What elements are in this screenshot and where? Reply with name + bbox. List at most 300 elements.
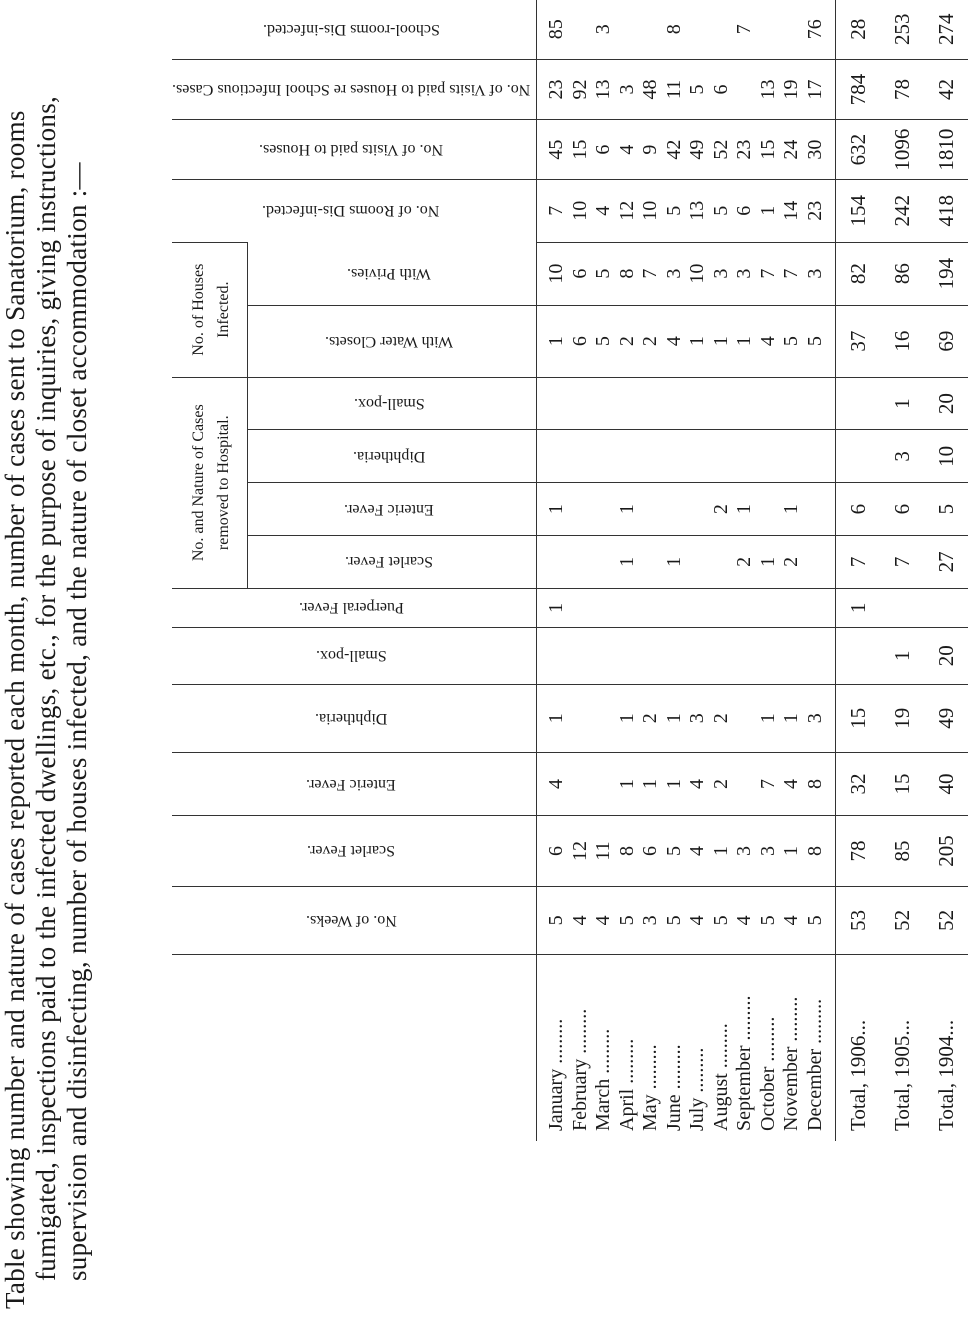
total-cell: 15 (880, 752, 924, 815)
total-row (880, 0, 924, 1141)
header-row (172, 0, 247, 1141)
table-cell: 13 (756, 79, 779, 100)
total-cell (836, 627, 881, 684)
table-cell (639, 628, 663, 684)
table-cell (569, 628, 593, 684)
table-cell (710, 0, 734, 59)
table-cell: 3 (592, 24, 615, 35)
table-cell: 10 (568, 200, 591, 221)
table-cell (616, 628, 640, 684)
table-cell (757, 378, 781, 430)
table-cell (780, 628, 804, 684)
table-cell (804, 536, 828, 588)
total-cell: 5 (924, 483, 968, 536)
enteric-column (537, 752, 836, 815)
table-cell (710, 378, 734, 430)
total-cell: 42 (924, 59, 968, 120)
houses-group-label: No. of Houses Infected. (190, 263, 233, 356)
total-cell (924, 588, 968, 627)
total-cell: 6 (880, 483, 924, 536)
table-cell: 13 (592, 79, 615, 100)
table-cell: 5 (709, 915, 732, 926)
table-cell: 5 (592, 268, 615, 279)
table-cell: 2 (709, 713, 732, 724)
table-cell: 3 (803, 268, 826, 279)
diphtheria-header (172, 684, 537, 752)
table-cell: 3 (686, 713, 709, 724)
table-cell (639, 431, 663, 483)
smallpox-column (537, 627, 836, 684)
h_smallpox-column (537, 377, 836, 430)
table-cell (592, 431, 616, 483)
table-cell: 1 (662, 779, 685, 790)
table-cell: 4 (568, 915, 591, 926)
table-cell (804, 431, 828, 483)
scarlet-fever-header (172, 816, 537, 887)
privies-column (537, 242, 836, 305)
table-cell (592, 589, 616, 627)
table-cell (757, 589, 781, 627)
table-cell (804, 589, 828, 627)
table-cell (710, 589, 734, 627)
total-cell: 194 (924, 242, 968, 305)
month-label: July ......... (686, 1047, 709, 1131)
hospital-group-header (172, 377, 247, 588)
hospital-group-label: No. and Nature of Cases removed to Hospital. (190, 404, 233, 562)
table-cell: 4 (686, 846, 709, 856)
table-cell (686, 628, 710, 684)
table-cell (592, 628, 616, 684)
table-cell: 7 (639, 268, 662, 279)
total-row (924, 0, 968, 1141)
table-cell: 3 (709, 268, 732, 279)
total-cell: 784 (836, 59, 881, 120)
h_enteric-column (537, 483, 836, 536)
water-label: With Water Closets. (324, 332, 453, 350)
total-cell: 242 (880, 179, 924, 242)
table-cell: 8 (615, 268, 638, 279)
table-cell: 8 (615, 846, 638, 856)
table-cell (757, 483, 781, 535)
table-cell: 6 (709, 84, 732, 95)
table-cell: 48 (639, 79, 662, 100)
table-cell (804, 628, 828, 684)
puerperal-fever-header (172, 588, 537, 627)
statistics-table (172, 0, 968, 1141)
table-cell (710, 628, 734, 684)
table-cell: 2 (709, 779, 732, 790)
total-cell: 69 (924, 305, 968, 377)
table-cell: 23 (733, 139, 756, 160)
month-label: October ......... (756, 1016, 779, 1131)
total-cell: 15 (836, 684, 881, 752)
total-cell: 632 (836, 120, 881, 179)
puerperal-column (537, 588, 836, 627)
table-cell: 1 (662, 556, 685, 567)
table-cell: 7 (780, 268, 803, 279)
visits-houses-label: No. of Visits paid to Houses. (259, 141, 444, 159)
h_diphtheria-header (247, 430, 537, 483)
table-cell (663, 378, 687, 430)
school_rooms-column (537, 0, 836, 59)
table-cell: 3 (733, 846, 756, 856)
visits-school-cases-header (172, 59, 537, 120)
table-cell: 1 (545, 336, 568, 347)
small-pox-label: Small-pox. (315, 647, 387, 665)
table-cell: 4 (780, 779, 803, 790)
table-cell (686, 0, 710, 59)
table-cell: 7 (756, 779, 779, 790)
table-cell: 4 (592, 205, 615, 216)
total-cell: 28 (836, 0, 881, 59)
table-cell (804, 378, 828, 430)
table-cell: 1 (756, 556, 779, 567)
table-cell: 23 (545, 79, 568, 100)
table-cell (545, 431, 569, 483)
table-cell: 5 (803, 336, 826, 347)
h_enteric-label: Enteric Fever. (344, 500, 434, 518)
table-cell: 5 (545, 915, 568, 926)
table-cell: 1 (756, 205, 779, 216)
total-cell: 154 (836, 179, 881, 242)
table-cell: 4 (686, 915, 709, 926)
diphtheria-column (537, 684, 836, 752)
month-label: April ......... (615, 1038, 638, 1131)
table-cell: 5 (592, 336, 615, 347)
total-cell: 1096 (880, 120, 924, 179)
table-cell (639, 0, 663, 59)
table-cell (616, 431, 640, 483)
table-cell: 10 (686, 263, 709, 284)
total-label: Total, 1905... (880, 954, 924, 1141)
table-cell (569, 431, 593, 483)
total-cell: 78 (836, 816, 881, 887)
table-cell: 2 (615, 336, 638, 347)
table-cell (757, 0, 781, 59)
month-header (172, 954, 537, 1141)
table-cell: 4 (756, 336, 779, 347)
table-cell (733, 378, 757, 430)
table-cell: 1 (756, 713, 779, 724)
table-cell: 1 (615, 556, 638, 567)
table-cell: 3 (756, 846, 779, 856)
total-cell: 86 (880, 242, 924, 305)
weeks-column (537, 886, 836, 954)
total-cell: 20 (924, 377, 968, 430)
table-cell: 1 (545, 713, 568, 724)
table-cell: 7 (756, 268, 779, 279)
table-cell: 6 (592, 144, 615, 155)
table-cell: 2 (709, 504, 732, 515)
month-label: November ......... (780, 996, 803, 1131)
table-cell: 5 (662, 846, 685, 856)
table-cell (569, 378, 593, 430)
total-cell: 20 (924, 627, 968, 684)
month-label: February ......... (568, 1008, 591, 1131)
h_scarlet-header (247, 535, 537, 588)
privies-header (247, 242, 537, 305)
total-cell: 49 (924, 684, 968, 752)
total-label: Total, 1906... (836, 954, 881, 1141)
table-cell: 6 (568, 336, 591, 347)
table-cell (733, 589, 757, 627)
table-cell (780, 589, 804, 627)
total-cell: 10 (924, 430, 968, 483)
table-cell (780, 431, 804, 483)
table-cell: 5 (709, 205, 732, 216)
table-cell: 7 (545, 205, 568, 216)
table-cell: 1 (545, 602, 568, 613)
table-cell: 15 (756, 139, 779, 160)
table-cell: 8 (662, 24, 685, 35)
table-cell: 4 (545, 779, 568, 790)
table-cell: 5 (686, 84, 709, 95)
enteric-fever-label: Enteric Fever. (306, 775, 396, 793)
total-cell: 52 (924, 886, 968, 954)
caption-line-2: fumigated, inspections paid to the infected dwellings, etc., for the purpose of inquiries, giving instructions, (31, 95, 61, 1281)
table-cell: 1 (615, 713, 638, 724)
table-cell: 1 (615, 504, 638, 515)
table-cell: 14 (780, 200, 803, 221)
table-cell: 9 (639, 144, 662, 155)
month-label: March ......... (592, 1028, 615, 1131)
table-cell: 76 (803, 19, 826, 40)
table-cell (710, 536, 734, 588)
total-cell: 40 (924, 752, 968, 815)
total-cell: 6 (836, 483, 881, 536)
table-cell (663, 628, 687, 684)
privies-label: With Privies. (347, 264, 431, 282)
table-cell: 1 (545, 504, 568, 515)
table-cell (663, 589, 687, 627)
h_scarlet-column (537, 535, 836, 588)
table-cell (569, 0, 593, 59)
table-cell (663, 431, 687, 483)
table-cell (733, 685, 757, 752)
table-cell (757, 431, 781, 483)
total-cell: 1810 (924, 120, 968, 179)
visits_school-column (537, 59, 836, 120)
h_smallpox-label: Small-pox. (353, 395, 425, 413)
diphtheria-label: Diphtheria. (314, 709, 388, 727)
table-cell (733, 753, 757, 815)
table-cell: 4 (592, 915, 615, 926)
table-cell: 1 (780, 504, 803, 515)
h_smallpox-header (247, 377, 537, 430)
total-cell: 32 (836, 752, 881, 815)
table-cell: 1 (780, 846, 803, 856)
table-cell (639, 483, 663, 535)
total-cell: 85 (880, 816, 924, 887)
table-cell (569, 589, 593, 627)
table-cell (733, 628, 757, 684)
table-cell (639, 536, 663, 588)
table-cell: 52 (709, 139, 732, 160)
total-cell: 82 (836, 242, 881, 305)
total-cell: 1 (880, 377, 924, 430)
table-cell: 5 (662, 205, 685, 216)
water-header (247, 305, 537, 377)
water-column (537, 305, 836, 377)
table-cell: 1 (780, 713, 803, 724)
table-cell (663, 483, 687, 535)
scarlet-column (537, 816, 836, 887)
total-cell: 7 (880, 535, 924, 588)
table-cell (686, 483, 710, 535)
school-rooms-disinfected-header (172, 0, 537, 59)
table-cell: 5 (780, 336, 803, 347)
total-cell: 78 (880, 59, 924, 120)
month-label: January ......... (545, 1018, 568, 1131)
table-cell: 2 (780, 556, 803, 567)
total-cell: 53 (836, 886, 881, 954)
table-cell: 4 (780, 915, 803, 926)
table-cell: 1 (709, 336, 732, 347)
houses-group-header (172, 242, 247, 377)
table-cell: 17 (803, 79, 826, 100)
table-cell: 3 (639, 915, 662, 926)
table-cell: 1 (662, 713, 685, 724)
table-cell: 6 (568, 268, 591, 279)
table-cell: 4 (662, 336, 685, 347)
table-cell (686, 536, 710, 588)
table-cell (616, 0, 640, 59)
table-cell: 8 (803, 779, 826, 790)
table-cell: 1 (639, 779, 662, 790)
table-cell (569, 536, 593, 588)
month-label: December ......... (803, 998, 826, 1131)
total-cell: 1 (880, 627, 924, 684)
table-cell: 1 (615, 779, 638, 790)
table-cell: 12 (615, 200, 638, 221)
table-cell: 24 (780, 139, 803, 160)
table-cell: 15 (568, 139, 591, 160)
total-cell: 3 (880, 430, 924, 483)
rooms-disinfected-header (172, 179, 537, 242)
h_diphtheria-label: Diphtheria. (352, 447, 426, 465)
table-cell: 12 (568, 841, 591, 861)
table-cell: 11 (592, 841, 615, 861)
table-cell: 49 (686, 139, 709, 160)
table-cell (569, 685, 593, 752)
table-cell: 30 (803, 139, 826, 160)
table-cell (592, 378, 616, 430)
table-cell: 5 (662, 915, 685, 926)
h_diphtheria-column (537, 430, 836, 483)
table-cell (616, 378, 640, 430)
table-cell: 10 (639, 200, 662, 221)
table-cell: 11 (662, 79, 685, 100)
table-cell (686, 589, 710, 627)
table-cell (545, 628, 569, 684)
total-cell: 37 (836, 305, 881, 377)
table-cell (639, 589, 663, 627)
visits-school-cases-label: No. of Visits paid to Houses re School Infectious Cases. (172, 81, 531, 99)
table-cell: 3 (733, 268, 756, 279)
table-cell (639, 378, 663, 430)
school-rooms-disinfected-label: School-rooms Dis-infected. (262, 20, 440, 38)
visits-houses-header (172, 120, 537, 179)
total-row (836, 0, 881, 1141)
table-cell: 1 (709, 846, 732, 856)
table-cell: 7 (733, 24, 756, 35)
month-label: September ......... (733, 995, 756, 1131)
table-cell: 3 (662, 268, 685, 279)
enteric-fever-header (172, 752, 537, 815)
table-cell: 23 (803, 200, 826, 221)
table-cell (686, 431, 710, 483)
total-cell: 205 (924, 816, 968, 887)
monthly-rows (537, 0, 836, 1141)
total-cell: 27 (924, 535, 968, 588)
table-cell: 45 (545, 139, 568, 160)
h_enteric-header (247, 483, 537, 536)
table-cell: 92 (568, 79, 591, 100)
table-cell (780, 378, 804, 430)
table-cell (804, 483, 828, 535)
table-cell: 6 (639, 846, 662, 856)
table-cell: 6 (545, 846, 568, 856)
table-cell: 19 (780, 79, 803, 100)
table-cell: 2 (639, 713, 662, 724)
table-cell: 6 (733, 205, 756, 216)
table-cell: 5 (756, 915, 779, 926)
table-cell (592, 536, 616, 588)
table-cell (592, 483, 616, 535)
table-cell: 10 (545, 263, 568, 284)
table-cell (780, 0, 804, 59)
table-cell: 4 (733, 915, 756, 926)
total-cell: 253 (889, 13, 914, 46)
table-cell: 42 (662, 139, 685, 160)
month-label: August ......... (709, 1023, 732, 1131)
table-cell (545, 378, 569, 430)
caption-line-1: Table showing number and nature of cases reported each month, number of cases sent to Sanatorium, rooms (0, 110, 30, 1309)
table-cell (733, 431, 757, 483)
rooms-column (537, 179, 836, 242)
table-cell: 13 (686, 200, 709, 221)
table-cell: 2 (733, 556, 756, 567)
month-column (537, 954, 836, 1141)
table-cell (686, 378, 710, 430)
table-cell: 2 (639, 336, 662, 347)
table-cell (616, 589, 640, 627)
table-cell (757, 628, 781, 684)
small-pox-header (172, 627, 537, 684)
table-cell: 3 (615, 84, 638, 95)
table-cell: 1 (686, 336, 709, 347)
total-cell: 16 (880, 305, 924, 377)
total-cell: 1 (836, 588, 881, 627)
table-cell: 5 (803, 915, 826, 926)
total-label: Total, 1904... (924, 954, 968, 1141)
caption-line-3: supervision and disinfecting, number of houses infected, and the nature of closet accommodation :— (62, 162, 92, 1281)
table-cell: 5 (615, 915, 638, 926)
table-cell: 8 (803, 846, 826, 856)
table-cell (569, 483, 593, 535)
table-cell (592, 753, 616, 815)
total-cell: 52 (880, 886, 924, 954)
weeks-header (172, 886, 537, 954)
table-cell: 3 (803, 713, 826, 724)
table-cell (569, 753, 593, 815)
table-cell: 1 (733, 336, 756, 347)
table-cell: 1 (733, 504, 756, 515)
table-cell (592, 685, 616, 752)
table-cell: 85 (545, 19, 568, 40)
puerperal-fever-label: Puerperal Fever. (298, 599, 404, 617)
table-caption (0, 9, 93, 1309)
